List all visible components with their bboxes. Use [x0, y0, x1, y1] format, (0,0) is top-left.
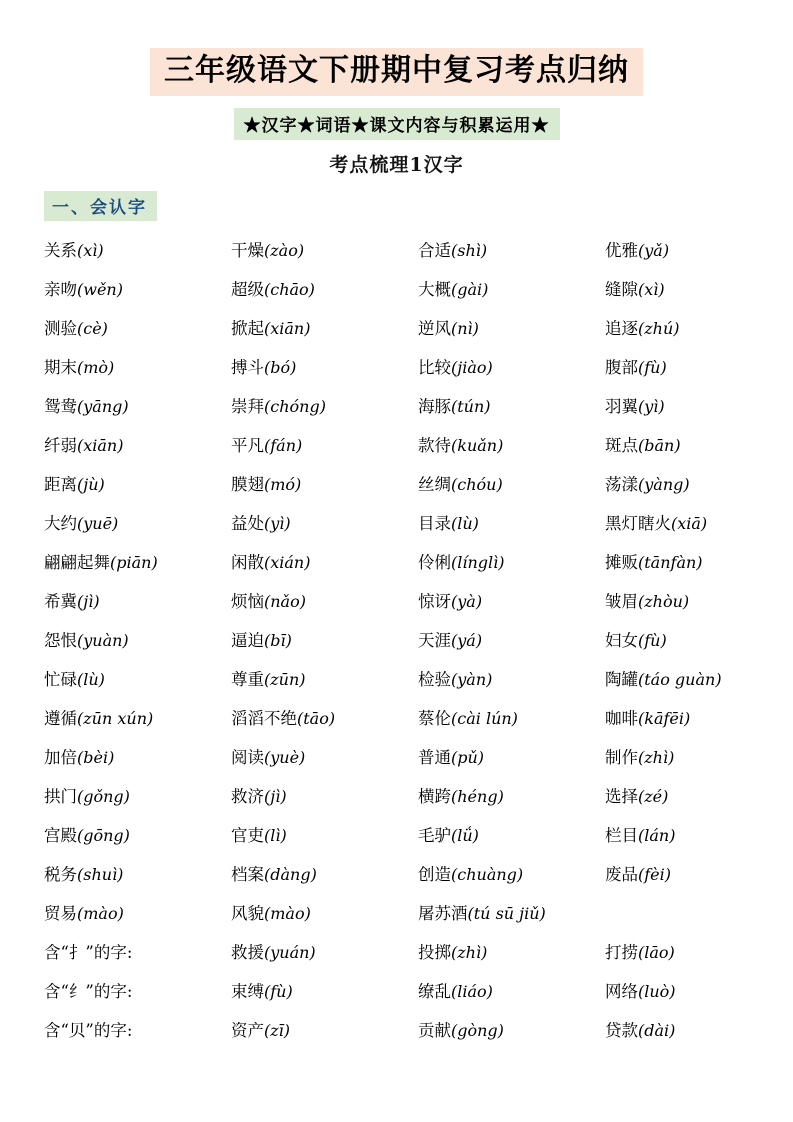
- vocab-cell: [605, 465, 749, 504]
- vocab-cell: [418, 738, 605, 777]
- vocab-hanzi: 资产: [231, 1020, 264, 1040]
- vocab-hanzi: 贸易: [44, 903, 77, 923]
- vocab-cell: [418, 504, 605, 543]
- vocab-cell: [605, 777, 749, 816]
- vocab-pinyin: (wěn): [77, 279, 123, 299]
- vocab-hanzi: 天涯: [418, 630, 451, 650]
- vocab-pinyin: (fù): [638, 357, 667, 377]
- vocab-hanzi: 亲吻: [44, 279, 77, 299]
- vocab-cell: [605, 543, 749, 582]
- vocab-pinyin: (chāo): [264, 279, 315, 299]
- vocab-cell: [418, 660, 605, 699]
- vocab-hanzi: 毛驴: [418, 825, 451, 845]
- vocab-pinyin: (fán): [264, 435, 303, 455]
- vocab-hanzi: 阅读: [231, 747, 264, 767]
- vocab-hanzi: 缝隙: [605, 279, 638, 299]
- vocab-hanzi: 怨恨: [44, 630, 77, 650]
- vocab-cell: [605, 426, 749, 465]
- vocab-cell: [605, 582, 749, 621]
- vocab-cell: [44, 387, 231, 426]
- group-heading: 一、会认字: [44, 191, 157, 221]
- vocab-cell: [44, 738, 231, 777]
- vocab-pinyin: (jù): [77, 474, 105, 494]
- vocab-cell: [231, 933, 418, 972]
- vocab-cell: [231, 894, 418, 933]
- vocab-hanzi: 目录: [418, 513, 451, 533]
- vocab-cell: [605, 348, 749, 387]
- vocab-cell: [418, 777, 605, 816]
- vocab-cell: [44, 621, 231, 660]
- vocab-cell: [44, 855, 231, 894]
- vocab-pinyin: (shì): [451, 240, 488, 260]
- vocab-hanzi: 海豚: [418, 396, 451, 416]
- vocab-cell: [418, 426, 605, 465]
- vocab-pinyin: (bī): [264, 630, 292, 650]
- vocab-hanzi: 伶俐: [418, 552, 451, 572]
- vocab-pinyin: (fù): [638, 630, 667, 650]
- vocab-pinyin: (lǘ): [451, 825, 479, 845]
- vocab-cell: [231, 426, 418, 465]
- vocab-hanzi: 创造: [418, 864, 451, 884]
- subtitle-container: [44, 108, 749, 140]
- vocab-pinyin: (chóu): [451, 474, 503, 494]
- vocab-cell: [231, 972, 418, 1011]
- vocab-pinyin: (xiān): [264, 318, 311, 338]
- vocab-hanzi: 束缚: [231, 981, 264, 1001]
- vocab-pinyin: (tú sū jiǔ): [467, 903, 546, 923]
- vocab-hanzi: 大概: [418, 279, 451, 299]
- vocab-pinyin: (dàng): [264, 864, 317, 884]
- vocab-cell: [231, 270, 418, 309]
- vocab-hanzi: 荡漾: [605, 474, 638, 494]
- vocab-hanzi: 追逐: [605, 318, 638, 338]
- vocab-cell: 含“扌”的字:: [44, 942, 133, 962]
- vocab-cell: [605, 972, 749, 1011]
- vocab-cell: [44, 582, 231, 621]
- vocab-cell: [231, 348, 418, 387]
- vocab-hanzi: 档案: [231, 864, 264, 884]
- vocab-cell: [44, 348, 231, 387]
- vocab-hanzi: 加倍: [44, 747, 77, 767]
- vocab-pinyin: (gài): [451, 279, 489, 299]
- vocab-hanzi: 期末: [44, 357, 77, 377]
- vocab-cell: [605, 699, 749, 738]
- vocab-pinyin: (nǎo): [264, 591, 306, 611]
- vocab-hanzi: 废品: [605, 864, 638, 884]
- vocab-pinyin: (zé): [638, 786, 669, 806]
- vocab-hanzi: 蔡伦: [418, 708, 451, 728]
- vocab-cell: [231, 777, 418, 816]
- vocab-pinyin: (yà): [451, 591, 483, 611]
- vocab-cell: [44, 816, 231, 855]
- vocab-hanzi: 尊重: [231, 669, 264, 689]
- group-head-container: [44, 191, 749, 221]
- vocab-pinyin: (lù): [451, 513, 479, 533]
- vocab-cell: [418, 543, 605, 582]
- vocab-hanzi: 官吏: [231, 825, 264, 845]
- vocab-cell: [418, 621, 605, 660]
- vocab-cell: [231, 387, 418, 426]
- vocab-hanzi: 摊贩: [605, 552, 638, 572]
- vocab-hanzi: 咖啡: [605, 708, 638, 728]
- vocab-pinyin: (zhì): [451, 942, 488, 962]
- vocab-pinyin: (xián): [264, 552, 311, 572]
- vocab-pinyin: (lán): [638, 825, 676, 845]
- vocab-hanzi: 崇拜: [231, 396, 264, 416]
- vocab-pinyin: (bèi): [77, 747, 115, 767]
- vocab-cell: [418, 972, 605, 1011]
- vocab-hanzi: 腹部: [605, 357, 638, 377]
- vocab-hanzi: 关系: [44, 240, 77, 260]
- vocab-hanzi: 斑点: [605, 435, 638, 455]
- vocab-cell: [605, 309, 749, 348]
- vocab-cell: [231, 465, 418, 504]
- vocab-cell: [231, 816, 418, 855]
- vocab-hanzi: 风貌: [231, 903, 264, 923]
- vocab-pinyin: (yǎ): [638, 240, 670, 260]
- vocab-pinyin: (táo guàn): [638, 669, 722, 689]
- vocab-hanzi: 纤弱: [44, 435, 77, 455]
- title-container: [44, 48, 749, 96]
- vocab-pinyin: (héng): [451, 786, 504, 806]
- vocab-cell: [418, 582, 605, 621]
- vocab-hanzi: 屠苏酒: [418, 903, 468, 923]
- vocab-cell: [418, 270, 605, 309]
- vocab-pinyin: (cài lún): [451, 708, 518, 728]
- vocab-cell: [44, 231, 231, 270]
- vocab-pinyin: (bó): [264, 357, 297, 377]
- vocab-pinyin: (xiā): [671, 513, 708, 533]
- vocab-hanzi: 投掷: [418, 942, 451, 962]
- vocab-pinyin: (tún): [451, 396, 491, 416]
- vocab-hanzi: 栏目: [605, 825, 638, 845]
- vocab-pinyin: (yuàn): [77, 630, 129, 650]
- vocab-pinyin: (shuì): [77, 864, 124, 884]
- vocab-cell: [231, 1011, 418, 1050]
- vocab-pinyin: (línglì): [451, 552, 505, 572]
- vocab-cell: [44, 465, 231, 504]
- vocab-cell: [605, 504, 749, 543]
- vocab-pinyin: (jiào): [451, 357, 493, 377]
- vocab-hanzi: 横跨: [418, 786, 451, 806]
- vocab-hanzi: 希冀: [44, 591, 77, 611]
- vocab-cell: [418, 1011, 605, 1050]
- vocab-pinyin: (mào): [264, 903, 311, 923]
- vocab-pinyin: (yuē): [77, 513, 119, 533]
- vocab-pinyin: (lì): [264, 825, 287, 845]
- vocab-pinyin: (chóng): [264, 396, 326, 416]
- vocab-cell: [605, 1011, 749, 1050]
- vocab-hanzi: 滔滔不绝: [231, 708, 297, 728]
- vocab-cell: [231, 504, 418, 543]
- vocab-pinyin: (mò): [77, 357, 115, 377]
- vocab-cell: [418, 933, 605, 972]
- vocab-cell: [605, 231, 749, 270]
- vocab-cell: [44, 777, 231, 816]
- vocab-cell: [44, 699, 231, 738]
- vocab-hanzi: 优雅: [605, 240, 638, 260]
- vocab-cell: [418, 816, 605, 855]
- vocab-hanzi: 贷款: [605, 1020, 638, 1040]
- vocab-hanzi: 逼迫: [231, 630, 264, 650]
- vocab-pinyin: (yì): [264, 513, 291, 533]
- vocab-cell: [418, 231, 605, 270]
- vocab-hanzi: 救援: [231, 942, 264, 962]
- vocab-cell: [44, 270, 231, 309]
- vocab-pinyin: (zhú): [638, 318, 680, 338]
- vocab-cell: [231, 699, 418, 738]
- vocab-hanzi: 款待: [418, 435, 451, 455]
- vocab-hanzi: 掀起: [231, 318, 264, 338]
- vocab-pinyin: (yàng): [638, 474, 690, 494]
- vocab-hanzi: 选择: [605, 786, 638, 806]
- vocab-cell: [231, 309, 418, 348]
- vocab-pinyin: (zào): [264, 240, 305, 260]
- vocab-cell: [418, 309, 605, 348]
- vocab-pinyin: (yāng): [77, 396, 129, 416]
- vocab-hanzi: 拱门: [44, 786, 77, 806]
- vocab-cell: [231, 582, 418, 621]
- vocab-pinyin: (xiān): [77, 435, 124, 455]
- vocab-pinyin: (mó): [264, 474, 302, 494]
- vocab-cell: [605, 621, 749, 660]
- vocab-pinyin: (zhòu): [638, 591, 690, 611]
- vocab-pinyin: (gǒng): [77, 786, 130, 806]
- vocab-pinyin: (tāo): [297, 708, 336, 728]
- vocab-pinyin: (piān): [110, 552, 158, 572]
- vocab-hanzi: 皱眉: [605, 591, 638, 611]
- vocab-pinyin: (cè): [77, 318, 108, 338]
- vocab-pinyin: (yuè): [264, 747, 306, 767]
- vocab-pinyin: (mào): [77, 903, 124, 923]
- vocab-cell: [44, 543, 231, 582]
- vocab-hanzi: 丝绸: [418, 474, 451, 494]
- vocab-hanzi: 逆风: [418, 318, 451, 338]
- vocab-hanzi: 合适: [418, 240, 451, 260]
- vocab-cell: 含“贝”的字:: [44, 1020, 133, 1040]
- vocab-pinyin: (yuán): [264, 942, 316, 962]
- vocab-cell: [44, 894, 231, 933]
- vocab-hanzi: 妇女: [605, 630, 638, 650]
- vocab-pinyin: (zūn xún): [77, 708, 154, 728]
- vocab-cell: [605, 270, 749, 309]
- vocab-hanzi: 距离: [44, 474, 77, 494]
- vocab-cell: [418, 855, 605, 894]
- vocab-hanzi: 制作: [605, 747, 638, 767]
- character-grid: [44, 231, 749, 1050]
- vocab-pinyin: (nì): [451, 318, 479, 338]
- vocab-hanzi: 宫殿: [44, 825, 77, 845]
- vocab-hanzi: 鸳鸯: [44, 396, 77, 416]
- vocab-hanzi: 陶罐: [605, 669, 638, 689]
- vocab-pinyin: (yàn): [451, 669, 493, 689]
- page-subtitle: ★汉字★词语★课文内容与积累运用★: [234, 108, 560, 140]
- vocab-hanzi: 黑灯瞎火: [605, 513, 671, 533]
- vocab-hanzi: 搏斗: [231, 357, 264, 377]
- section-title: 考点梳理1汉字: [329, 153, 464, 176]
- vocab-pinyin: (luò): [638, 981, 676, 1001]
- vocab-pinyin: (lù): [77, 669, 105, 689]
- vocab-cell: [231, 621, 418, 660]
- vocab-hanzi: 打捞: [605, 942, 638, 962]
- vocab-pinyin: (xì): [77, 240, 104, 260]
- vocab-cell: [605, 738, 749, 777]
- vocab-pinyin: (dài): [638, 1020, 676, 1040]
- vocab-hanzi: 贡献: [418, 1020, 451, 1040]
- vocab-cell: [418, 465, 605, 504]
- vocab-pinyin: (bān): [638, 435, 681, 455]
- vocab-cell: [605, 933, 749, 972]
- vocab-pinyin: (kāfēi): [638, 708, 691, 728]
- vocab-pinyin: (zūn): [264, 669, 306, 689]
- vocab-cell: [418, 894, 605, 933]
- vocab-hanzi: 忙碌: [44, 669, 77, 689]
- vocab-hanzi: 遵循: [44, 708, 77, 728]
- vocab-cell: [231, 855, 418, 894]
- vocab-hanzi: 惊讶: [418, 591, 451, 611]
- vocab-cell: [44, 660, 231, 699]
- vocab-hanzi: 干燥: [231, 240, 264, 260]
- vocab-pinyin: (pǔ): [451, 747, 485, 767]
- vocab-pinyin: (jì): [77, 591, 100, 611]
- vocab-hanzi: 益处: [231, 513, 264, 533]
- vocab-pinyin: (chuàng): [451, 864, 524, 884]
- page-title: 三年级语文下册期中复习考点归纳: [150, 48, 643, 96]
- vocab-pinyin: (liáo): [451, 981, 493, 1001]
- vocab-hanzi: 平凡: [231, 435, 264, 455]
- vocab-cell: [44, 426, 231, 465]
- vocab-cell: [44, 504, 231, 543]
- vocab-pinyin: (tānfàn): [638, 552, 703, 572]
- vocab-cell: [418, 387, 605, 426]
- vocab-hanzi: 比较: [418, 357, 451, 377]
- vocab-cell: [231, 543, 418, 582]
- vocab-hanzi: 羽翼: [605, 396, 638, 416]
- vocab-cell: [605, 387, 749, 426]
- vocab-cell: [231, 738, 418, 777]
- vocab-hanzi: 大约: [44, 513, 77, 533]
- vocab-pinyin: (yá): [451, 630, 483, 650]
- vocab-cell: 含“纟”的字:: [44, 981, 133, 1001]
- vocab-hanzi: 普通: [418, 747, 451, 767]
- vocab-hanzi: 翩翩起舞: [44, 552, 110, 572]
- vocab-cell: [231, 660, 418, 699]
- vocab-pinyin: (xì): [638, 279, 665, 299]
- vocab-hanzi: 烦恼: [231, 591, 264, 611]
- vocab-pinyin: (kuǎn): [451, 435, 504, 455]
- vocab-hanzi: 膜翅: [231, 474, 264, 494]
- vocab-cell: [418, 699, 605, 738]
- vocab-hanzi: 缭乱: [418, 981, 451, 1001]
- vocab-hanzi: 测验: [44, 318, 77, 338]
- vocab-hanzi: 闲散: [231, 552, 264, 572]
- vocab-cell: [418, 348, 605, 387]
- vocab-hanzi: 救济: [231, 786, 264, 806]
- vocab-cell: [605, 816, 749, 855]
- vocab-cell: [44, 309, 231, 348]
- vocab-hanzi: 税务: [44, 864, 77, 884]
- vocab-hanzi: 超级: [231, 279, 264, 299]
- vocab-cell: [605, 855, 749, 894]
- vocab-pinyin: (gòng): [451, 1020, 504, 1040]
- vocab-hanzi: 检验: [418, 669, 451, 689]
- vocab-pinyin: (gōng): [77, 825, 130, 845]
- vocab-pinyin: (zhì): [638, 747, 675, 767]
- vocab-pinyin: (jì): [264, 786, 287, 806]
- vocab-hanzi: 网络: [605, 981, 638, 1001]
- vocab-pinyin: (yì): [638, 396, 665, 416]
- vocab-pinyin: (fèi): [638, 864, 671, 884]
- vocab-pinyin: (fù): [264, 981, 293, 1001]
- vocab-cell: [231, 231, 418, 270]
- vocab-cell: [605, 660, 749, 699]
- vocab-pinyin: (lāo): [638, 942, 675, 962]
- vocab-pinyin: (zī): [264, 1020, 291, 1040]
